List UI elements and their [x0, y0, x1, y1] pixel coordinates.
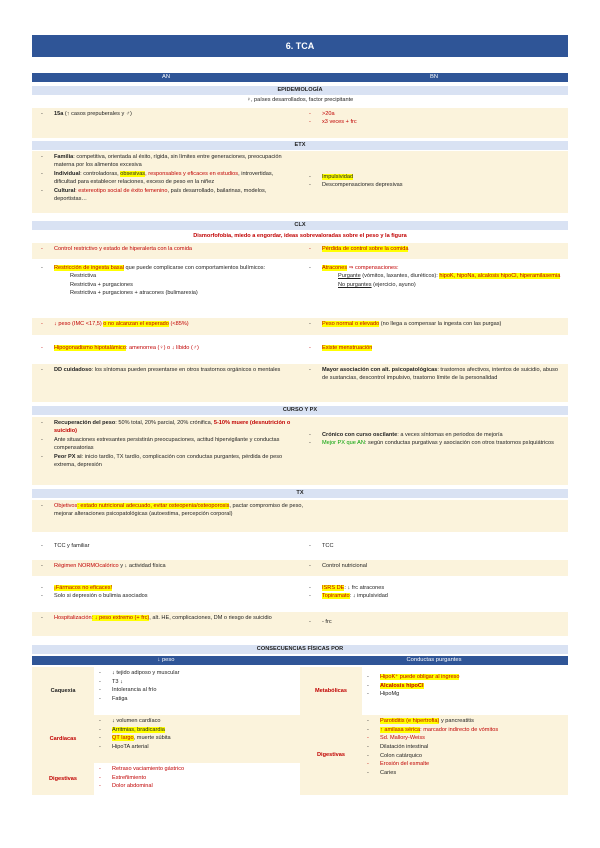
section-curso: CURSO Y PX	[32, 406, 568, 415]
section-tx: TX	[32, 489, 568, 498]
epi-row: - 15a (↑ casos prepuberales y ♂) - >20a - x3 veces + frc	[32, 108, 568, 138]
section-etx: ETX	[32, 141, 568, 150]
clx-sub: Dismorfofobia, miedo a engordar, ideas sobrevaloradas sobre el peso y la figura	[193, 233, 407, 239]
section-epidemiologia: EPIDEMIOLOGÍA	[32, 86, 568, 95]
epi-sub: ♀, países desarrollados, factor precipitante	[246, 97, 354, 103]
section-clx: CLX	[32, 221, 568, 230]
etx-row: - Familia: competitiva, orientada al éxito, rígida, sin límites entre generaciones, preocupación materna por los alimentos excesiva - Individual: controladoras, obsesivas, responsables y eficaces en estudios, introvertidas, dificultad para establecer relaciones, exceso de peso en la niñez - Cultural: estereotipo social de éxito femenino, país desarrollado, bailarinas, modelos, deportistas… - Impulsividad - Descompensaciones depresivas	[32, 151, 568, 213]
section-consecuencias: CONSECUENCIAS FÍSICAS POR	[32, 645, 568, 654]
col-bn: BN	[429, 74, 439, 80]
col-an: AN	[161, 74, 171, 80]
page-title: 6. TCA	[32, 35, 568, 57]
column-header	[32, 73, 568, 82]
